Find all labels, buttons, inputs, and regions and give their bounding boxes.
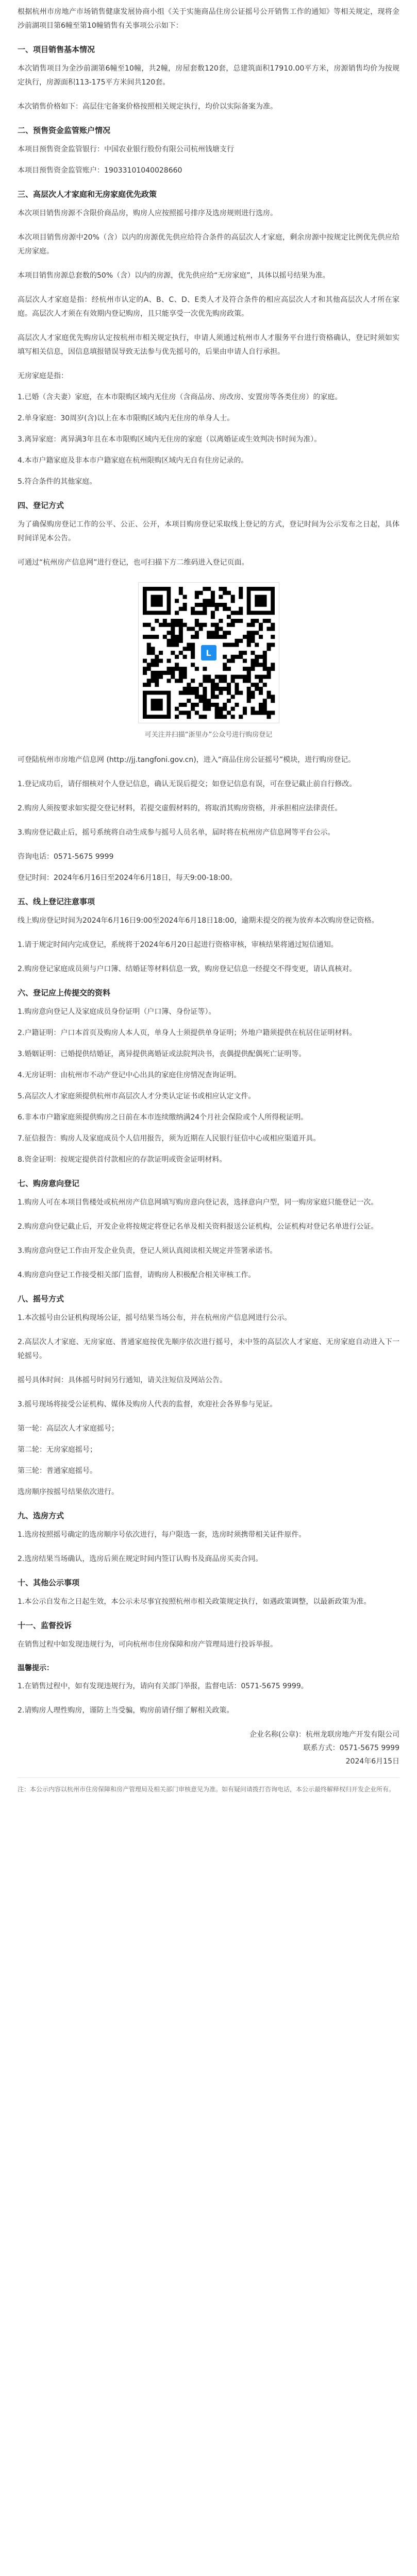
list-item: 5.符合条件的其他家庭。 [18, 478, 97, 486]
list-item: 1.已婚（含夫妻）家庭，在本市限购区域内无住房（含商品房、房改房、安置房等各类住房）的家庭。 [18, 393, 342, 401]
section-7-paragraph: 3.购房意向登记工作由开发企业负责，登记人须认真阅读相关规定并签署承诺书。 [18, 1247, 277, 1255]
section-9-heading: 九、选房方式 [18, 1511, 64, 1520]
section-5-paragraph: 1.请于规定时间内完成登记，系统将于2024年6月20日起进行资格审核，审核结果将通过短信通知。 [18, 941, 338, 949]
qr-code-icon[interactable] [138, 582, 279, 723]
section-9-paragraph: 2.选房结果当场确认，选房后须在规定时间内签订认购书及商品房买卖合同。 [18, 1555, 263, 1563]
signature-company: 企业名称(公章)：杭州龙联房地产开发有限公司 [249, 1731, 399, 1739]
section-7-paragraph: 4.购房意向登记工作接受相关部门监督，请购房人积极配合相关审核工作。 [18, 1271, 256, 1279]
section-8-paragraph: 1.本次摇号由公证机构现场公证，摇号结果当场公布，并在杭州房产信息网进行公示。 [18, 1314, 292, 1322]
list-item: 1.购房意向登记人及家庭成员身份证明（户口簿、身份证等）。 [18, 1008, 216, 1016]
qr-logo-icon: L [199, 643, 218, 662]
supervision-account: 本项目预售资金监管账户：19033101040028660 [18, 166, 182, 175]
section-8-paragraph: 摇号具体时间：具体摇号时间另行通知，请关注短信及网站公告。 [18, 1376, 227, 1384]
section-4-paragraph: 2.购房人须按要求如实提交登记材料，若提交虚假材料的，将取消其购房资格，并承担相应法律责任。 [18, 804, 342, 812]
section-3-paragraph: 无房家庭是指： [18, 372, 68, 380]
section-3-paragraph: 本项目销售房源总套数的50%（含）以内的房源，优先供应给“无房家庭”，具体以摇号结果为准。 [18, 272, 330, 280]
section-1-heading: 一、项目销售基本情况 [18, 45, 95, 54]
section-8-heading: 八、摇号方式 [18, 1294, 64, 1303]
section-5-heading: 五、线上登记注意事项 [18, 897, 95, 906]
contact-phone: 咨询电话：0571-5675 9999 [18, 853, 114, 861]
list-item: 2.户籍证明：户口本首页及购房人本人页，单身人士须提供单身证明；外地户籍须提供在杭居住证明材料。 [18, 1029, 357, 1037]
section-4-paragraph: 为了确保购房登记工作的公平、公正、公开，本项目购房登记采取线上登记的方式，登记时间为公示发布之日起，具体时间详见本公告。 [18, 520, 399, 543]
qr-caption: 可关注并扫描“浙里办”公众号进行购房登记 [144, 731, 273, 739]
section-3-heading: 三、高层次人才家庭和无房家庭优先政策 [18, 190, 157, 199]
section-11-paragraph: 在销售过程中如发现违规行为，可向杭州市住房保障和房产管理局进行投诉举报。 [18, 1640, 277, 1649]
section-8-paragraph: 选房顺序按摇号结果依次进行。 [18, 1488, 119, 1496]
intro-paragraph: 根据杭州市房地产市场销售健康发展协商小组《关于实施商品住房公证摇号公开销售工作的通知》等相关规定，现将金沙前湖项目第6幢至第10幢销售有关事项公示如下： [18, 8, 399, 30]
section-11-paragraph: 2.请购房人理性购房，谨防上当受骗，购房前请仔细了解相关政策。 [18, 1706, 234, 1715]
list-item: 3.离异家庭：离异满3年且在本市限购区域内无住房的家庭（以离婚证或生效判决书时间为准）。 [18, 435, 322, 444]
qr-container [18, 582, 399, 723]
signature-date: 2024年6月15日 [345, 1757, 399, 1766]
section-1-paragraph: 本次销售项目为金沙前湖第6幢至10幢，共2幢，房屋套数120套，总建筑面积17910.00平方米，房源销售均价为按规定执行，房源面积113-175平方米间共120套。 [18, 64, 399, 87]
list-item: 2.单身家庭：30周岁(含)以上在本市限购区域内无住房的单身人士。 [18, 414, 235, 422]
footer-note: 注：本公示内容以杭州市住房保障和房产管理局及相关部门审核意见为准。如有疑问请拨打咨询电话，本公示最终解释权归开发企业所有。 [18, 1777, 399, 1795]
section-9-paragraph: 1.选房按照摇号确定的选房顺序号依次进行，每户限选一套，选房时须携带相关证件原件。 [18, 1531, 306, 1539]
section-3-paragraph: 本次项目销售房源不含限价商品房，购房人应按照摇号排序及选房规则进行选房。 [18, 209, 277, 217]
section-10-paragraph: 1.本公示自发布之日起生效，本公示未尽事宜按照杭州市相关政策规定执行，如遇政策调整，以最新政策为准。 [18, 1598, 371, 1606]
section-6-heading: 六、登记应上传提交的资料 [18, 988, 111, 997]
section-4-paragraph: 可通过“杭州房产信息网”进行登记，也可扫描下方二维码进入登记页面。 [18, 558, 249, 567]
section-8-paragraph: 2.高层次人才家庭、无房家庭、普通家庭按优先顺序依次进行摇号，未中签的高层次人才家庭、无房家庭自动进入下一轮摇号。 [18, 1338, 399, 1360]
section-4-paragraph: 3.购房登记截止后，摇号系统将自动生成参与摇号人员名单，届时将在杭州房产信息网等平台公示。 [18, 828, 335, 837]
section-5-paragraph: 2.购房登记家庭成员须与户口簿、结婚证等材料信息一致，购房登记信息一经提交不得变更，请认真核对。 [18, 965, 357, 973]
warm-tips-heading: 温馨提示： [18, 1664, 54, 1672]
section-10-heading: 十、其他公示事项 [18, 1578, 80, 1587]
list-item: 5.高层次人才家庭须提供杭州市高层次人才分类认定证书或相应认定文件。 [18, 1092, 256, 1100]
list-item: 4.本市户籍家庭及非本市户籍家庭在杭州限购区域内无自有住房记录的。 [18, 456, 248, 465]
section-11-paragraph: 1.在销售过程中，如有发现违规行为，请向有关部门举报，监督电话：0571-5675 9999。 [18, 1682, 308, 1690]
section-7-paragraph: 2.购房意向登记截止后，开发企业将按规定将登记名单及相关资料报送公证机构，公证机构对登记名单进行公证。 [18, 1223, 378, 1231]
list-item: 8.资金证明：按规定提供首付款相应的存款证明或资金证明材料。 [18, 1156, 227, 1164]
lottery-round: 第三轮：普通家庭摇号。 [18, 1467, 97, 1475]
list-item: 4.无房证明：由杭州市不动产登记中心出具的家庭住房情况查询证明。 [18, 1071, 241, 1079]
list-item: 7.征信报告：购房人及家庭成员个人信用报告，须为近期在人民银行征信中心或相应渠道开具。 [18, 1134, 321, 1143]
section-8-paragraph: 3.摇号现场将接受公证机构、媒体及购房人代表的监督，欢迎社会各界参与见证。 [18, 1400, 277, 1409]
signature-contact: 联系方式：0571-5675 9999 [303, 1744, 399, 1752]
section-7-paragraph: 1.购房人可在本项目售楼处或杭州房产信息网填写购房意向登记表，选择意向户型，同一购房家庭只能登记一次。 [18, 1198, 378, 1207]
section-3-paragraph: 高层次人才家庭是指：经杭州市认定的A、B、C、D、E类人才及符合条件的相应高层次人才和其他高层次人才所在家庭。高层次人才须在有效期内登记购房，且只能享受一次优先购房政策。 [18, 296, 399, 318]
supervision-bank: 本项目预售资金监管银行：中国农业银行股份有限公司杭州钱塘支行 [18, 145, 234, 154]
list-item: 3.婚姻证明：已婚提供结婚证，离异提供离婚证或法院判决书，丧偶提供配偶死亡证明等。 [18, 1050, 306, 1058]
section-4-paragraph: 可登陆杭州市房地产信息网 (http://jj.tangfoni.gov.cn)，进入“商品住房公证摇号”模块，进行购房登记。 [18, 756, 356, 764]
section-2-heading: 二、预售资金监管账户情况 [18, 126, 111, 135]
section-4-paragraph: 1.登记成功后，请仔细核对个人登记信息，确认无误后提交；如登记信息有误，可在登记截止前自行修改。 [18, 780, 357, 788]
section-7-heading: 七、购房意向登记 [18, 1179, 80, 1188]
section-4-heading: 四、登记方式 [18, 501, 64, 510]
section-3-paragraph: 本次项目销售房源中20%（含）以内的房源优先供应给符合条件的高层次人才家庭，剩余房源中按规定比例优先供应给无房家庭。 [18, 233, 399, 256]
lottery-round: 第一轮：高层次人才家庭摇号； [18, 1425, 119, 1433]
section-11-heading: 十一、监督投诉 [18, 1621, 72, 1630]
section-1-paragraph: 本次销售价格如下：高层住宅备案价格按照相关规定执行，均价以实际备案为准。 [18, 103, 277, 111]
registration-time: 登记时间：2024年6月16日至2024年6月18日，每天9:00-18:00。 [18, 874, 237, 882]
lottery-round: 第二轮：无房家庭摇号； [18, 1446, 97, 1454]
section-3-paragraph: 高层次人才家庭优先购房认定按杭州市相关规定执行，申请人须通过杭州市人才服务平台进行资格确认，登记时须如实填写相关信息，因信息填报错误导致无法参与优先摇号的，后果由申请人自行承担。 [18, 334, 399, 356]
list-item: 6.非本市户籍家庭须提供购房之日前在本市连续缴纳满24个月社会保险或个人所得税证明。 [18, 1113, 308, 1122]
section-5-paragraph: 线上购房登记时间为2024年6月16日9:00至2024年6月18日18:00，逾期未提交的视为放弃本次购房登记资格。 [18, 917, 379, 925]
